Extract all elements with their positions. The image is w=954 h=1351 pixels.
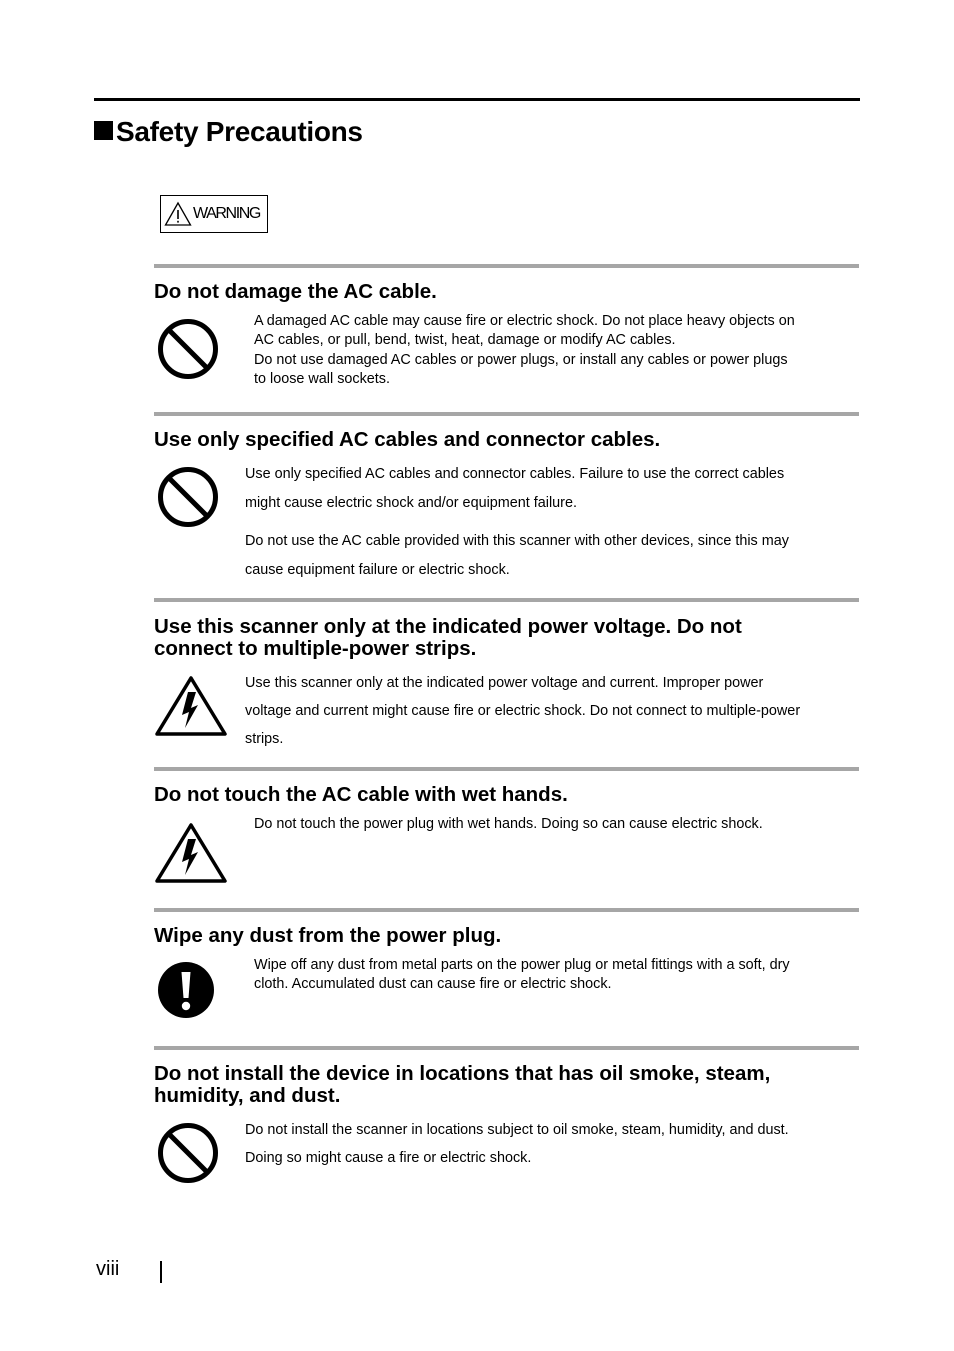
section-divider: [154, 598, 859, 602]
body-line: Do not use the AC cable provided with this scanner with other devices, since this may: [245, 533, 789, 549]
body-line: Do not use damaged AC cables or power plugs, or install any cables or power plugs: [254, 351, 788, 368]
top-rule: [94, 98, 860, 101]
section-heading: [154, 1063, 770, 1107]
body-line: A damaged AC cable may cause fire or electric shock. Do not place heavy objects on: [254, 313, 795, 329]
warning-label: WARNING: [193, 205, 260, 222]
page-number-bar: [160, 1261, 162, 1283]
section-heading-line: Do not touch the AC cable with wet hands.: [154, 783, 568, 806]
section-heading-line: humidity, and dust.: [154, 1084, 341, 1107]
section-body: [245, 1116, 789, 1172]
section-heading-line: Use this scanner only at the indicated power voltage. Do not: [154, 615, 742, 638]
body-line: AC cables, or pull, bend, twist, heat, damage or modify AC cables.: [254, 332, 676, 349]
body-line: Use only specified AC cables and connector cables. Failure to use the correct cables: [245, 466, 785, 482]
section-heading: [154, 925, 501, 947]
warning-label-box: [160, 195, 268, 233]
page-title-text: Safety Precautions: [116, 116, 363, 147]
section-heading-line: Do not install the device in locations that has oil smoke, steam,: [154, 1062, 771, 1085]
black-square-icon: [94, 121, 113, 140]
body-line: voltage and current might cause fire or electric shock. Do not connect to multiple-power: [245, 703, 801, 720]
body-line: Use this scanner only at the indicated power voltage and current. Improper power: [245, 675, 764, 691]
section-heading: [154, 281, 437, 303]
body-line: Doing so might cause a fire or electric shock.: [245, 1150, 532, 1167]
section-divider: [154, 767, 859, 771]
electric-shock-icon: [154, 675, 228, 737]
section-body: [254, 815, 763, 834]
page-title: [94, 116, 363, 148]
body-line: Wipe off any dust from metal parts on the power plug or metal fittings with a soft, dry: [254, 957, 790, 973]
body-line: cloth. Accumulated dust can cause fire or electric shock.: [254, 976, 612, 993]
section-heading-line: connect to multiple-power strips.: [154, 637, 477, 660]
section-divider: [154, 264, 859, 268]
section-heading-line: Do not damage the AC cable.: [154, 280, 437, 303]
section-heading-line: Use only specified AC cables and connector cables.: [154, 428, 661, 451]
body-line: to loose wall sockets.: [254, 370, 390, 387]
section-heading: [154, 429, 660, 451]
section-heading: [154, 784, 568, 806]
body-line: Do not touch the power plug with wet hands. Doing so can cause electric shock.: [254, 816, 763, 832]
mandatory-action-icon: [157, 961, 215, 1019]
body-line: Do not install the scanner in locations subject to oil smoke, steam, humidity, and dust.: [245, 1122, 789, 1138]
section-body: [254, 956, 790, 995]
section-divider: [154, 908, 859, 912]
electric-shock-icon: [154, 822, 228, 884]
warning-triangle-icon: [164, 201, 192, 227]
section-body: [245, 460, 789, 584]
body-line: strips.: [245, 731, 284, 748]
section-divider: [154, 1046, 859, 1050]
section-body: [254, 312, 795, 389]
section-divider: [154, 412, 859, 416]
section-heading: [154, 616, 742, 660]
prohibition-icon: [157, 1122, 219, 1184]
prohibition-icon: [157, 466, 219, 528]
body-line: might cause electric shock and/or equipment failure.: [245, 494, 577, 511]
section-body: [245, 669, 800, 754]
page-number: viii: [96, 1258, 120, 1280]
section-heading-line: Wipe any dust from the power plug.: [154, 924, 502, 947]
prohibition-icon: [157, 318, 219, 380]
body-line: cause equipment failure or electric shock.: [245, 561, 510, 578]
